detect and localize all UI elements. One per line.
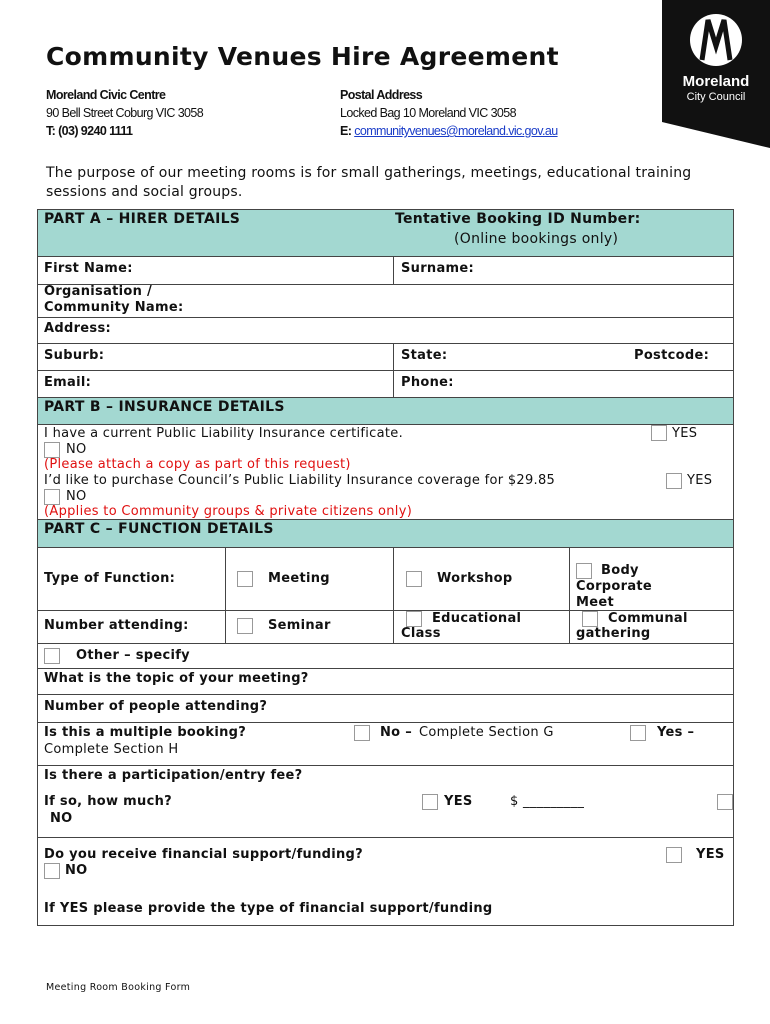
insurance-q2-yes-label: YES <box>687 473 713 488</box>
communal-gathering-line2: gathering <box>576 626 651 641</box>
other-checkbox[interactable] <box>44 648 60 664</box>
footer-form-name: Meeting Room Booking Form <box>46 982 191 993</box>
fee-yes-label: YES <box>444 794 473 809</box>
insurance-q1-no-checkbox[interactable] <box>44 442 60 458</box>
funding-yes-label: YES <box>696 847 725 862</box>
booking-id-label: Tentative Booking ID Number: <box>395 211 641 227</box>
part-c-title: PART C – FUNCTION DETAILS <box>44 521 274 537</box>
insurance-q1-no-label: NO <box>66 442 87 457</box>
insurance-q2-no-checkbox[interactable] <box>44 489 60 505</box>
email-label[interactable]: Email: <box>44 375 92 390</box>
organisation-label-line1: Organisation / <box>44 284 153 299</box>
part-b-title: PART B – INSURANCE DETAILS <box>44 399 285 415</box>
fee-amount-question: If so, how much? <box>44 794 172 809</box>
multiple-booking-yes-label: Yes – <box>657 725 695 740</box>
body-corporate-line2: Corporate <box>576 579 653 594</box>
civic-centre-address <box>46 86 203 140</box>
educational-class-line2: Class <box>401 626 441 641</box>
insurance-q2-no-label: NO <box>66 489 87 504</box>
funding-question: Do you receive financial support/funding? <box>44 847 364 862</box>
booking-id-note: (Online bookings only) <box>454 231 619 247</box>
body-corporate-checkbox[interactable] <box>576 563 592 579</box>
email-prefix: E: <box>340 124 352 138</box>
postal-heading: Postal Address <box>340 88 423 102</box>
first-name-label[interactable]: First Name: <box>44 261 133 276</box>
funding-type-label[interactable]: If YES please provide the type of financial support/funding <box>44 901 493 916</box>
body-corporate-line3: Meet <box>576 595 614 610</box>
hire-form <box>37 209 734 926</box>
seminar-label: Seminar <box>268 618 331 633</box>
logo-name: Moreland <box>682 73 750 90</box>
postal-address <box>340 86 558 140</box>
phone-label[interactable]: Phone: <box>401 375 454 390</box>
insurance-q1-yes-checkbox[interactable] <box>651 425 667 441</box>
insurance-q2-yes-checkbox[interactable] <box>666 473 682 489</box>
civic-centre-street: 90 Bell Street Coburg VIC 3058 <box>46 106 204 120</box>
body-corporate-line1: Body <box>601 563 639 578</box>
multiple-booking-no-checkbox[interactable] <box>354 725 370 741</box>
multiple-booking-section-g: Complete Section G <box>419 725 554 740</box>
fee-no-checkbox[interactable] <box>717 794 733 810</box>
educational-class-checkbox[interactable] <box>406 611 422 627</box>
intro-text: The purpose of our meeting rooms is for small gatherings, meetings, educational training sessions and social groups. <box>46 165 692 200</box>
funding-yes-checkbox[interactable] <box>666 847 682 863</box>
postcode-label[interactable]: Postcode: <box>634 348 710 363</box>
type-of-function-label: Type of Function: <box>44 571 176 586</box>
communal-gathering-line1: Communal <box>608 611 688 626</box>
fee-no-label: NO <box>50 811 73 826</box>
logo-sub: City Council <box>686 91 746 103</box>
multiple-booking-section-h: Complete Section H <box>44 742 179 757</box>
funding-no-checkbox[interactable] <box>44 863 60 879</box>
meeting-label: Meeting <box>268 571 330 586</box>
insurance-q1-yes-label: YES <box>672 426 698 441</box>
suburb-label[interactable]: Suburb: <box>44 348 105 363</box>
fee-amount-field[interactable]: $ _________ <box>510 794 585 809</box>
multiple-booking-label: Is this a multiple booking? <box>44 725 247 740</box>
seminar-checkbox[interactable] <box>237 618 253 634</box>
fee-yes-checkbox[interactable] <box>422 794 438 810</box>
meeting-checkbox[interactable] <box>237 571 253 587</box>
multiple-booking-yes-checkbox[interactable] <box>630 725 646 741</box>
organisation-label-line2: Community Name: <box>44 300 184 315</box>
surname-label[interactable]: Surname: <box>401 261 475 276</box>
communal-gathering-checkbox[interactable] <box>582 611 598 627</box>
insurance-q2: I’d like to purchase Council’s Public Liability Insurance coverage for $29.85 <box>44 473 556 488</box>
people-attending-label[interactable]: Number of people attending? <box>44 699 268 714</box>
insurance-q1: I have a current Public Liability Insurance certificate. <box>44 426 404 441</box>
organisation-label[interactable] <box>44 284 183 316</box>
number-attending-label: Number attending: <box>44 618 189 633</box>
civic-centre-phone: T: (03) 9240 1111 <box>46 124 133 138</box>
moreland-logo <box>662 0 770 148</box>
insurance-q1-note: (Please attach a copy as part of this request) <box>44 457 351 472</box>
workshop-label: Workshop <box>437 571 513 586</box>
other-specify-label: Other – specify <box>76 648 190 663</box>
email-link[interactable]: communityvenues@moreland.vic.gov.au <box>354 124 558 138</box>
address-label[interactable]: Address: <box>44 321 111 336</box>
postal-line: Locked Bag 10 Moreland VIC 3058 <box>340 106 516 120</box>
funding-no-label: NO <box>65 863 88 878</box>
educational-class-line1: Educational <box>432 611 522 626</box>
multiple-booking-no-label: No – <box>380 725 413 740</box>
page-title: Community Venues Hire Agreement <box>46 42 559 71</box>
meeting-topic-label[interactable]: What is the topic of your meeting? <box>44 671 309 686</box>
insurance-q2-note: (Applies to Community groups & private citizens only) <box>44 504 413 519</box>
workshop-checkbox[interactable] <box>406 571 422 587</box>
entry-fee-label: Is there a participation/entry fee? <box>44 768 303 783</box>
part-a-title: PART A – HIRER DETAILS <box>44 211 241 227</box>
state-label[interactable]: State: <box>401 348 448 363</box>
civic-centre-heading: Moreland Civic Centre <box>46 88 166 102</box>
